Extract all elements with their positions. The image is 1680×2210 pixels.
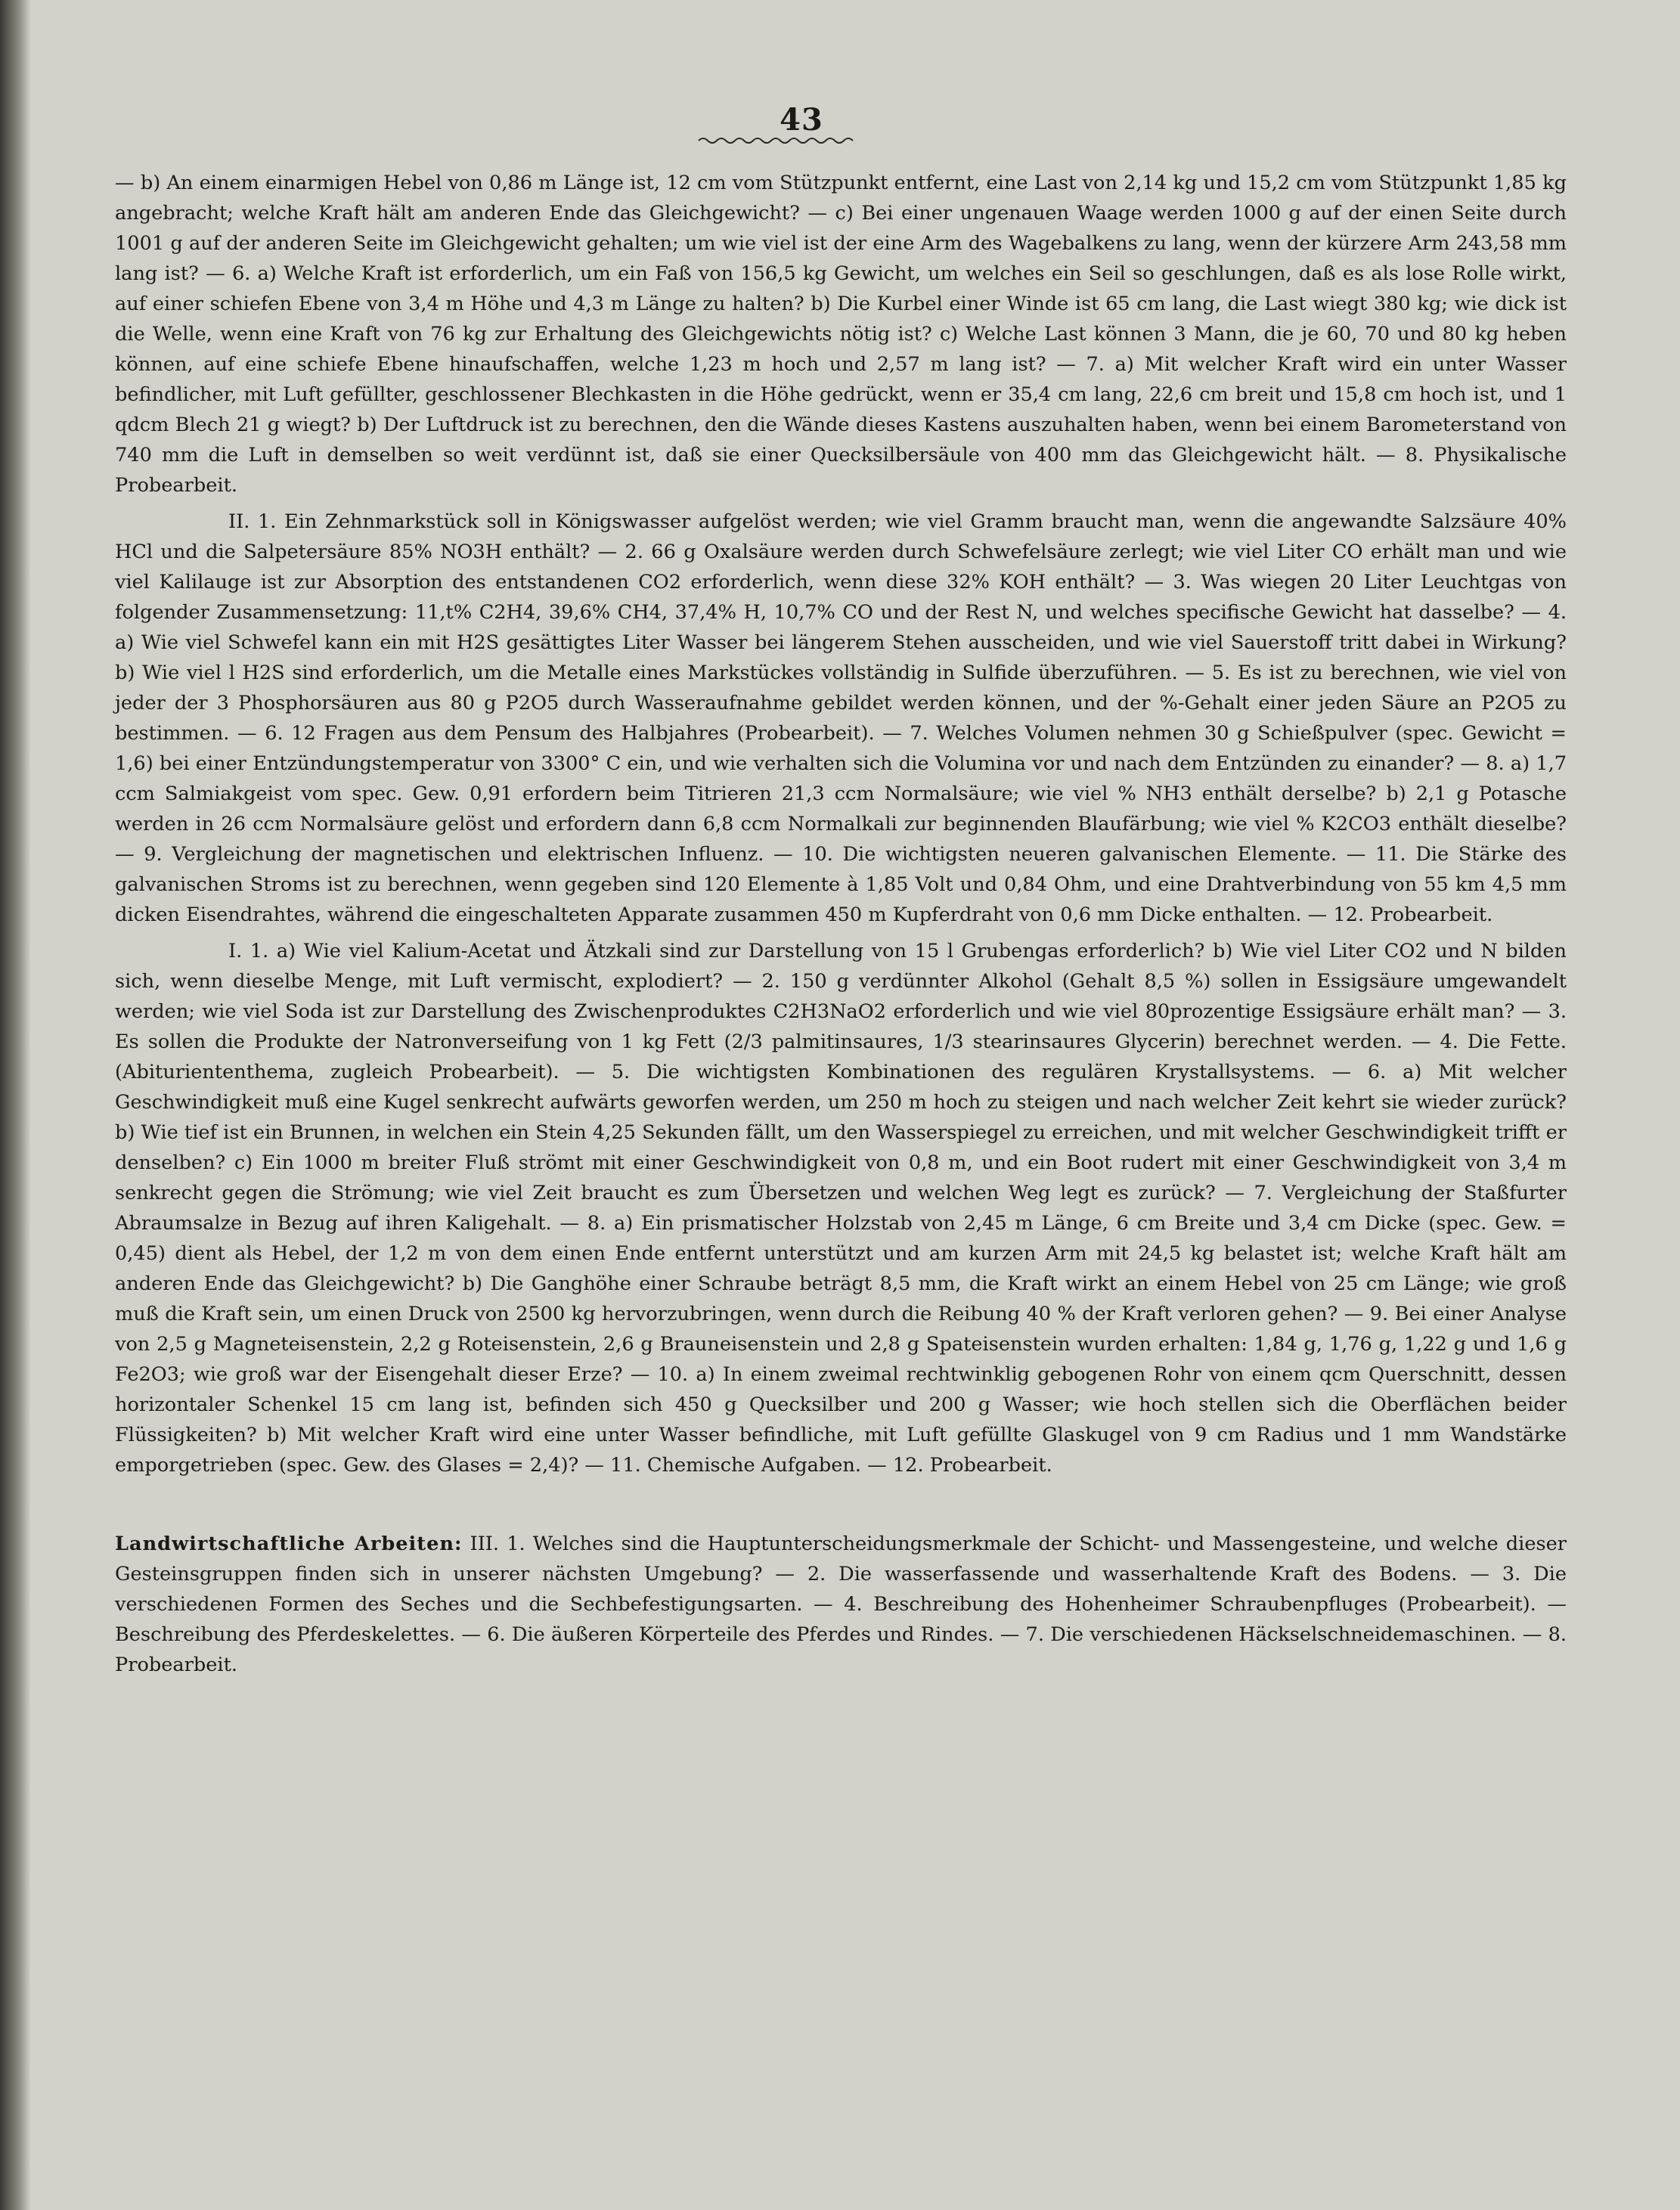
paragraph-class-ii-chemistry-physics: II. 1. Ein Zehnmarkstück soll in Königswasser aufgelöst werden; wie viel Gramm braucht man, wenn die angewandte Salzsäure 40% HCl und die Salpetersäure 85% NO3H enthält? — 2. 66 g Oxalsäure werden durch Schwefelsäure zerlegt; wie viel Liter CO erhält man und wie viel Kalilauge ist zur Absorption des entstandenen CO2 erforderlich, wenn diese 32% KOH enthält? — 3. Was wiegen 20 Liter Leuchtgas von folgender Zusammensetzung: 11,t% C2H4, 39,6% CH4, 37,4% H, 10,7% CO und der Rest N, und welches specifische Gewicht hat dasselbe? — 4. a) Wie viel Schwefel kann ein mit H2S gesättigtes Liter Wasser bei längerem Stehen ausscheiden, und wie viel Sauerstoff tritt dabei in Wirkung? b) Wie viel l H2S sind erforderlich, um die Metalle eines Markstückes vollständig in Sulfide überzuführen. — 5. Es ist zu berechnen, wie viel von jeder der 3 Phosphorsäuren aus 80 g P2O5 durch Wasseraufnahme gebildet werden können, und der %-Gehalt einer jeden Säure an P2O5 zu bestimmen. — 6. 12 Fragen aus dem Pensum des Halbjahres (Probearbeit). — 7. Welches Volumen nehmen 30 g Schießpulver (spec. Gewicht = 1,6) bei einer Entzündungstemperatur von 3300° C ein, und wie verhalten sich die Volumina vor und nach dem Entzünden zu einander? — 8. a) 1,7 ccm Salmiakgeist vom spec. Gew. 0,91 erfordern beim Titrieren 21,3 ccm Normalsäure; wie viel % NH3 enthält derselbe? b) 2,1 g Potasche werden in 26 ccm Normalsäure gelöst und erfordern dann 6,8 ccm Normalkali zur beginnenden Blaufärbung; wie viel % K2CO3 enthält dieselbe? — 9. Vergleichung der magnetischen und elektrischen Influenz. — 10. Die wichtigsten neueren galvanischen Elemente. — 11. Die Stärke des galvanischen Stroms ist zu berechnen, wenn gegeben sind 120 Elemente à 1,85 Volt und 0,84 Ohm, und eine Drahtverbindung von 55 km 4,5 mm dicken Eisendrahtes, während die eingeschalteten Apparate zusammen 450 m Kupferdraht von 0,6 mm Dicke enthalten. — 12. Probearbeit.: [115, 510, 1567, 926]
document-body: [115, 168, 1567, 1680]
paragraph-class-i-chemistry-physics: I. 1. a) Wie viel Kalium-Acetat und Ätzkali sind zur Darstellung von 15 l Grubengas erforderlich? b) Wie viel Liter CO2 und N bilden sich, wenn dieselbe Menge, mit Luft vermischt, explodiert? — 2. 150 g verdünnter Alkohol (Gehalt 8,5 %) sollen in Essigsäure umgewandelt werden; wie viel Soda ist zur Darstellung des Zwischenproduktes C2H3NaO2 erforderlich und wie viel 80prozentige Essigsäure erhält man? — 3. Es sollen die Produkte der Natronverseifung von 1 kg Fett (2/3 palmitinsaures, 1/3 stearinsaures Glycerin) berechnet werden. — 4. Die Fette. (Abituriententhema, zugleich Probearbeit). — 5. Die wichtigsten Kombinationen des regulären Krystallsystems. — 6. a) Mit welcher Geschwindigkeit muß eine Kugel senkrecht aufwärts geworfen werden, um 250 m hoch zu steigen und nach welcher Zeit kehrt sie wieder zurück? b) Wie tief ist ein Brunnen, in welchen ein Stein 4,25 Sekunden fällt, um den Wasserspiegel zu erreichen, und mit welcher Geschwindigkeit trifft er denselben? c) Ein 1000 m breiter Fluß strömt mit einer Geschwindigkeit von 0,8 m, und ein Boot rudert mit einer Geschwindigkeit von 3,4 m senkrecht gegen die Strömung; wie viel Zeit braucht es zum Übersetzen und welchen Weg legt es zurück? — 7. Vergleichung der Staßfurter Abraumsalze in Bezug auf ihren Kaligehalt. — 8. a) Ein prismatischer Holzstab von 2,45 m Länge, 6 cm Breite und 3,4 cm Dicke (spec. Gew. = 0,45) dient als Hebel, der 1,2 m von dem einen Ende entfernt unterstützt und am kurzen Arm mit 24,5 kg belastet ist; welche Kraft hält am anderen Ende das Gleichgewicht? b) Die Ganghöhe einer Schraube beträgt 8,5 mm, die Kraft wirkt an einem Hebel von 25 cm Länge; wie groß muß die Kraft sein, um einen Druck von 2500 kg hervorzubringen, wenn durch die Reibung 40 % der Kraft verloren gehen? — 9. Bei einer Analyse von 2,5 g Magneteisenstein, 2,2 g Roteisenstein, 2,6 g Brauneisenstein und 2,8 g Spateisenstein wurden erhalten: 1,84 g, 1,76 g, 1,22 g und 1,6 g Fe2O3; wie groß war der Eisengehalt dieser Erze? — 10. a) In einem zweimal rechtwinklig gebogenen Rohr von einem qcm Querschnitt, dessen horizontaler Schenkel 15 cm lang ist, befinden sich 450 g Quecksilber und 200 g Wasser; wie hoch stellen sich die Oberflächen beider Flüssigkeiten? b) Mit welcher Kraft wird eine unter Wasser befindliche, mit Luft gefüllte Glaskugel von 9 cm Radius und 1 mm Wandstärke emporgetrieben (spec. Gew. des Glases = 2,4)? — 11. Chemische Aufgaben. — 12. Probearbeit.: [115, 940, 1567, 1477]
agricultural-work-heading: Landwirtschaftliche Arbeiten:: [115, 1533, 463, 1555]
paragraph-agricultural-work: [115, 1529, 1567, 1680]
agricultural-work-text: III. 1. Welches sind die Hauptunterscheidungsmerkmale der Schicht- und Massengesteine, und welche dieser Gesteinsgruppen finden sich in unserer nächsten Umgebung? — 2. Die wasserfassende und wasserhaltende Kraft des Bodens. — 3. Die verschiedenen Formen des Seches und die Sechbefestigungsarten. — 4. Beschreibung des Hohenheimer Schraubenpfluges (Probearbeit). — Beschreibung des Pferdeskelettes. — 6. Die äußeren Körperteile des Pferdes und Rindes. — 7. Die verschiedenen Häckselschneidemaschinen. — 8. Probearbeit.: [115, 1533, 1567, 1676]
page-number-ornament: [696, 135, 862, 147]
binding-shadow: [0, 0, 30, 2210]
paragraph-physics-continued: — b) An einem einarmigen Hebel von 0,86 m Länge ist, 12 cm vom Stützpunkt entfernt, eine Last von 2,14 kg und 15,2 cm vom Stützpunkt 1,85 kg angebracht; welche Kraft hält am anderen Ende das Gleichgewicht? — c) Bei einer ungenauen Waage werden 1000 g auf der einen Seite durch 1001 g auf der anderen Seite im Gleichgewicht gehalten; um wie viel ist der eine Arm des Wagebalkens zu lang, wenn der kürzere Arm 243,58 mm lang ist? — 6. a) Welche Kraft ist erforderlich, um ein Faß von 156,5 kg Gewicht, um welches ein Seil so geschlungen, daß es als lose Rolle wirkt, auf einer schiefen Ebene von 3,4 m Höhe und 4,3 m Länge zu halten? b) Die Kurbel einer Winde ist 65 cm lang, die Last wiegt 380 kg; wie dick ist die Welle, wenn eine Kraft von 76 kg zur Erhaltung des Gleichgewichts nötig ist? c) Welche Last können 3 Mann, die je 60, 70 und 80 kg heben können, auf eine schiefe Ebene hinaufschaffen, welche 1,23 m hoch und 2,57 m lang ist? — 7. a) Mit welcher Kraft wird ein unter Wasser befindlicher, mit Luft gefüllter, geschlossener Blechkasten in die Höhe gedrückt, wenn er 35,4 cm lang, 22,6 cm breit und 15,8 cm hoch ist, und 1 qdcm Blech 21 g wiegt? b) Der Luftdruck ist zu berechnen, den die Wände dieses Kastens auszuhalten haben, wenn bei einem Barometerstand von 740 mm die Luft in demselben so weit verdünnt ist, daß sie einer Quecksilbersäule von 400 mm das Gleichgewicht hält. — 8. Physikalische Probearbeit.: [115, 172, 1567, 497]
page-number: 43: [780, 102, 823, 138]
page: [30, 0, 1680, 2210]
